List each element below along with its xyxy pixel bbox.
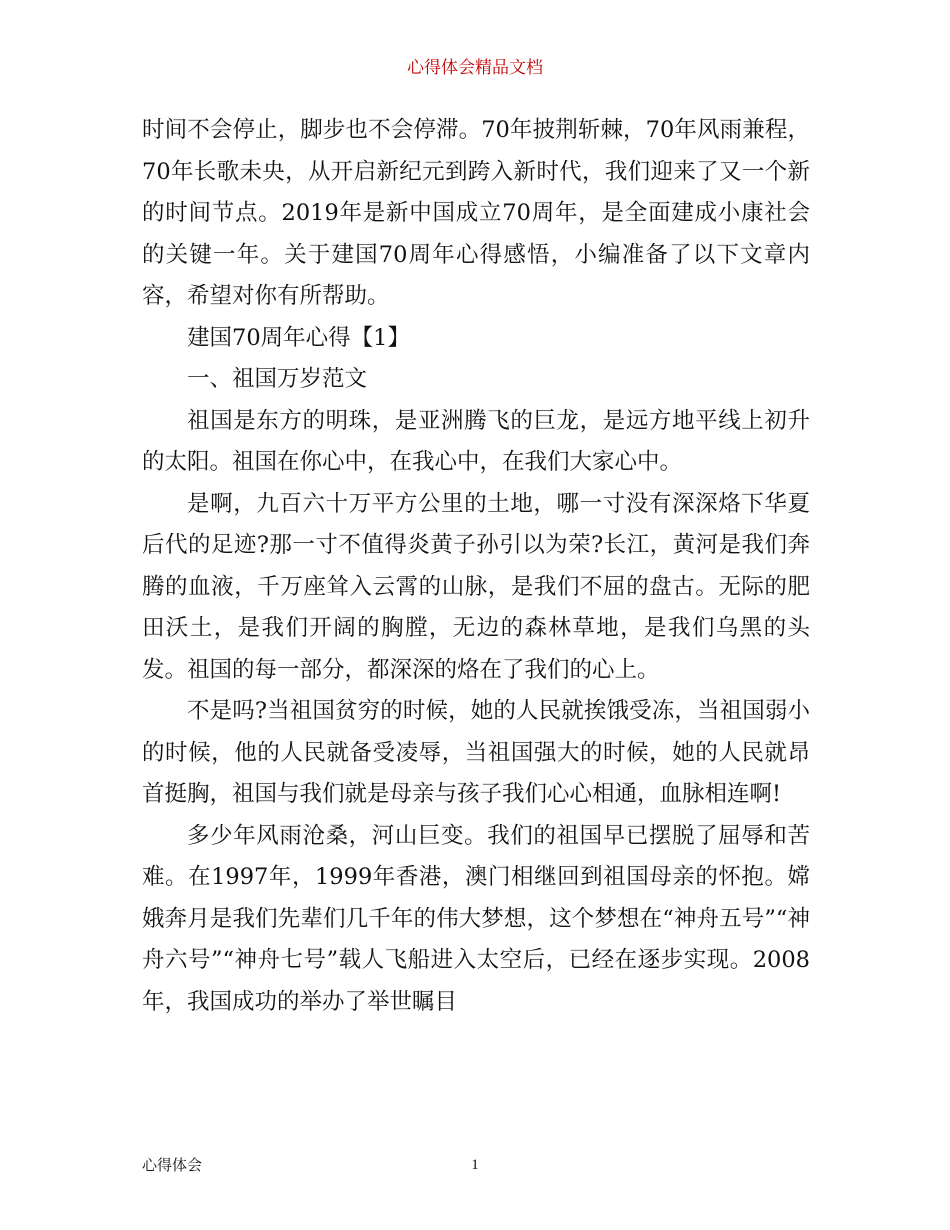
section-heading: 建国70周年心得【1】 [187,324,410,351]
page-header-title: 心得体会精品文档 [407,58,543,78]
document-body [142,110,810,1023]
body-paragraph: 不是吗?当祖国贫穷的时候，她的人民就挨饿受冻，当祖国弱小的时候，他的人民就备受凌辱，当祖国强大的时候，她的人民就昂首挺胸，祖国与我们就是母亲与孩子我们心心相通，血脉相连啊! [142,698,810,807]
body-paragraph: 多少年风雨沧桑，河山巨变。我们的祖国早已摆脱了屈辱和苦难。在1997年，1999年香港，澳门相继回到祖国母亲的怀抱。嫦娥奔月是我们先辈们几千年的伟大梦想，这个梦想在“神舟五号”“神舟六号”“神舟七号”载人飞船进入太空后，已经在逐步实现。2008年，我国成功的举办了举世瞩目 [142,822,810,1015]
page-number: 1 [471,1157,479,1173]
intro-paragraph: 时间不会停止，脚步也不会停滞。70年披荆斩棘，70年风雨兼程，70年长歌未央，从开启新纪元到跨入新时代，我们迎来了又一个新的时间节点。2019年是新中国成立70周年，是全面建成小康社会的关键一年。关于建国70周年心得感悟，小编准备了以下文章内容，希望对你有所帮助。 [142,117,810,309]
body-paragraph: 是啊，九百六十万平方公里的土地，哪一寸没有深深烙下华夏后代的足迹?那一寸不值得炎黄子孙引以为荣?长江，黄河是我们奔腾的血液，千万座耸入云霄的山脉，是我们不屈的盘古。无际的肥田沃土，是我们开阔的胸膛，无边的森林草地，是我们乌黑的头发。祖国的每一部分，都深深的烙在了我们的心上。 [142,490,810,683]
subsection-heading: 一、祖国万岁范文 [187,366,368,392]
footer-label: 心得体会 [142,1156,203,1174]
body-paragraph: 祖国是东方的明珠，是亚洲腾飞的巨龙，是远方地平线上初升的太阳。祖国在你心中，在我心中，在我们大家心中。 [142,407,810,475]
